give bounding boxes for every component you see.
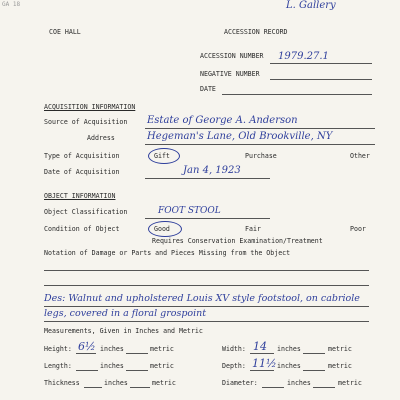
depth-value: 11½	[252, 357, 277, 370]
thickness-inch-line	[84, 387, 102, 388]
corner-mark: GA 18	[2, 1, 21, 8]
acq-date-line	[145, 178, 270, 179]
condition-option-fair: Fair	[245, 225, 261, 233]
acquisition-heading: ACQUISITION INFORMATION	[44, 103, 136, 111]
type-label: Type of Acquisition	[44, 152, 120, 160]
length-inches: inches	[100, 362, 124, 370]
acq-date-value: Jan 4, 1923	[183, 165, 241, 176]
negative-line	[270, 79, 372, 80]
height-value: 6½	[78, 340, 96, 353]
depth-label: Depth:	[222, 362, 246, 370]
accession-label: ACCESSION NUMBER	[200, 52, 264, 60]
width-metric: metric	[328, 345, 352, 353]
length-metric: metric	[150, 362, 174, 370]
depth-metric-line	[303, 370, 325, 371]
width-value: 14	[253, 340, 267, 353]
depth-inch-line	[250, 370, 274, 371]
address-label: Address	[87, 134, 115, 142]
source-value: Estate of George A. Anderson	[147, 115, 298, 126]
diameter-inch-line	[262, 387, 284, 388]
condition-option-good: Good	[154, 225, 170, 233]
type-option-gift: Gift	[154, 152, 170, 160]
description-line-1: Des: Walnut and upholstered Louis XV style footstool, on cabriole	[44, 293, 360, 304]
form-title: ACCESSION RECORD	[224, 28, 288, 36]
address-line	[145, 144, 375, 145]
damage-line-2	[44, 285, 369, 286]
length-inch-line	[76, 370, 98, 371]
date-line	[222, 94, 372, 95]
description-rule-2	[44, 321, 369, 322]
accession-value: 1979.27.1	[278, 51, 329, 62]
thickness-metric: metric	[152, 379, 176, 387]
damage-line-1	[44, 270, 369, 271]
measurements-heading: Measurements, Given in Inches and Metric	[44, 327, 203, 335]
accession-line	[270, 63, 372, 64]
damage-label: Notation of Damage or Parts and Pieces Missing from the Object	[44, 249, 291, 257]
negative-label: NEGATIVE NUMBER	[200, 70, 260, 78]
acq-date-label: Date of Acquisition	[44, 168, 120, 176]
width-inch-line	[250, 353, 274, 354]
length-metric-line	[126, 370, 148, 371]
source-line	[145, 128, 375, 129]
height-metric: metric	[150, 345, 174, 353]
conservation-text: Requires Conservation Examination/Treatment	[152, 237, 323, 245]
thickness-label: Thickness	[44, 379, 80, 387]
thickness-metric-line	[130, 387, 150, 388]
address-value: Hegeman's Lane, Old Brookville, NY	[147, 131, 333, 142]
height-label: Height:	[44, 345, 72, 353]
condition-option-poor: Poor	[350, 225, 366, 233]
diameter-inches: inches	[287, 379, 311, 387]
classification-line	[145, 218, 270, 219]
height-inches: inches	[100, 345, 124, 353]
description-line-2: legs, covered in a floral grospoint	[44, 308, 207, 319]
length-label: Length:	[44, 362, 72, 370]
source-label: Source of Acquisition	[44, 118, 128, 126]
width-label: Width:	[222, 345, 246, 353]
header-left: COE HALL	[49, 28, 81, 36]
description-rule-1	[44, 306, 369, 307]
diameter-metric: metric	[338, 379, 362, 387]
thickness-inches: inches	[104, 379, 128, 387]
type-option-purchase: Purchase	[245, 152, 277, 160]
width-inches: inches	[277, 345, 301, 353]
location-note: L. Gallery	[286, 0, 336, 11]
classification-value: FOOT STOOL	[158, 206, 221, 216]
diameter-metric-line	[313, 387, 335, 388]
height-metric-line	[126, 353, 148, 354]
object-heading: OBJECT INFORMATION	[44, 192, 116, 200]
depth-metric: metric	[328, 362, 352, 370]
diameter-label: Diameter:	[222, 379, 258, 387]
condition-label: Condition of Object	[44, 225, 120, 233]
type-option-other: Other	[350, 152, 370, 160]
depth-inches: inches	[277, 362, 301, 370]
width-metric-line	[303, 353, 325, 354]
date-label: DATE	[200, 85, 216, 93]
classification-label: Object Classification	[44, 208, 128, 216]
height-inch-line	[76, 353, 96, 354]
